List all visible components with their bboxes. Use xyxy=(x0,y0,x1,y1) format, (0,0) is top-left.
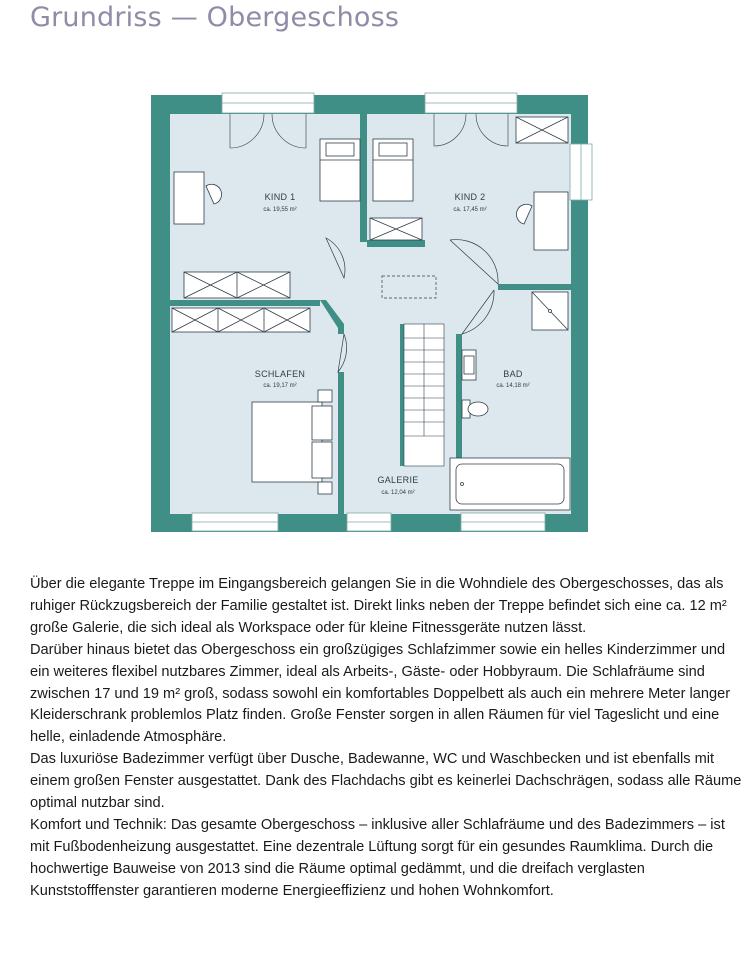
window-bottom-1 xyxy=(192,513,278,531)
sink xyxy=(462,350,476,380)
wardrobe-kind2-top xyxy=(516,117,568,143)
room-area-bad: ca. 14,18 m² xyxy=(496,383,530,389)
window-top-left xyxy=(222,93,314,113)
floorplan xyxy=(148,88,598,536)
room-area-kind2: ca. 17,45 m² xyxy=(453,207,487,213)
room-area-kind1: ca. 19,55 m² xyxy=(263,207,297,213)
room-area-galerie: ca. 12,04 m² xyxy=(381,490,415,496)
window-bottom-3 xyxy=(461,513,545,531)
room-name-bad: BAD xyxy=(503,369,523,379)
wardrobe-kind2 xyxy=(370,218,422,240)
description-paragraph-4: Komfort und Technik: Das gesamte Obergeschoss – inklusive aller Schlafräume und des Badezimmers – ist mit Fußbodenheizung ausgestattet. Eine dezentrale Lüftung sorgt für ein gesundes Raumklima. Durch die hochwertige Bauweise von 2013 sind die Räume optimal gedämmt, und die dreifach verglasten Kunststofffenster garantieren moderne Energieeffizienz und hohen Wohnkomfort. xyxy=(30,816,725,899)
room-area-schlafen: ca. 19,17 m² xyxy=(263,383,297,389)
room-name-galerie: GALERIE xyxy=(377,475,419,485)
wardrobe-schlafen xyxy=(172,308,310,332)
description xyxy=(30,574,742,903)
wardrobe-kind1 xyxy=(184,272,290,298)
page-title: Grundriss — Obergeschoss xyxy=(30,2,400,33)
room-name-kind1: KIND 1 xyxy=(264,192,296,202)
bed-kind2 xyxy=(373,139,413,201)
window-right xyxy=(570,144,592,200)
room-name-kind2: KIND 2 xyxy=(454,192,486,202)
floorplan-drawing xyxy=(148,88,598,536)
description-paragraph-1: Über die elegante Treppe im Eingangsbereich gelangen Sie in die Wohndiele des Obergeschosses, das als ruhiger Rückzugsbereich der Familie gestaltet ist. Direkt links neben der Treppe befindet sich eine ca. 12 m² große Galerie, die sich ideal als Workspace oder für kleine Fitnessgeräte nutzen lässt. xyxy=(30,576,727,636)
description-paragraph-3: Das luxuriöse Badezimmer verfügt über Dusche, Badewanne, WC und Waschbecken und ist ebenfalls mit einem großen Fenster ausgestattet. Dank des Flachdachs gibt es keinerlei Dachschrägen, sodass alle Räume optimal nutzbar sind. xyxy=(30,751,742,812)
window-bottom-2 xyxy=(347,513,391,531)
shower xyxy=(532,292,568,330)
bed-kind1 xyxy=(320,139,360,201)
room-name-schlafen: SCHLAFEN xyxy=(254,369,306,379)
bathtub xyxy=(450,458,570,510)
window-top-right xyxy=(425,93,517,113)
stairs xyxy=(404,324,444,466)
description-paragraph-2: Darüber hinaus bietet das Obergeschoss ein großzügiges Schlafzimmer sowie ein helles Kinderzimmer und ein weiteres flexibel nutzbares Zimmer, ideal als Arbeits-, Gäste- oder Hobbyraum. Die Schlafräume sind zwischen 17 und 19 m² groß, sodass sowohl ein komfortables Doppelbett als auch ein mehrere Meter langer Kleiderschrank problemlos Platz finden. Große Fenster sorgen in allen Räumen für viel Tageslicht und eine helle, einladende Atmosphäre. xyxy=(30,641,731,746)
double-bed xyxy=(252,390,332,494)
